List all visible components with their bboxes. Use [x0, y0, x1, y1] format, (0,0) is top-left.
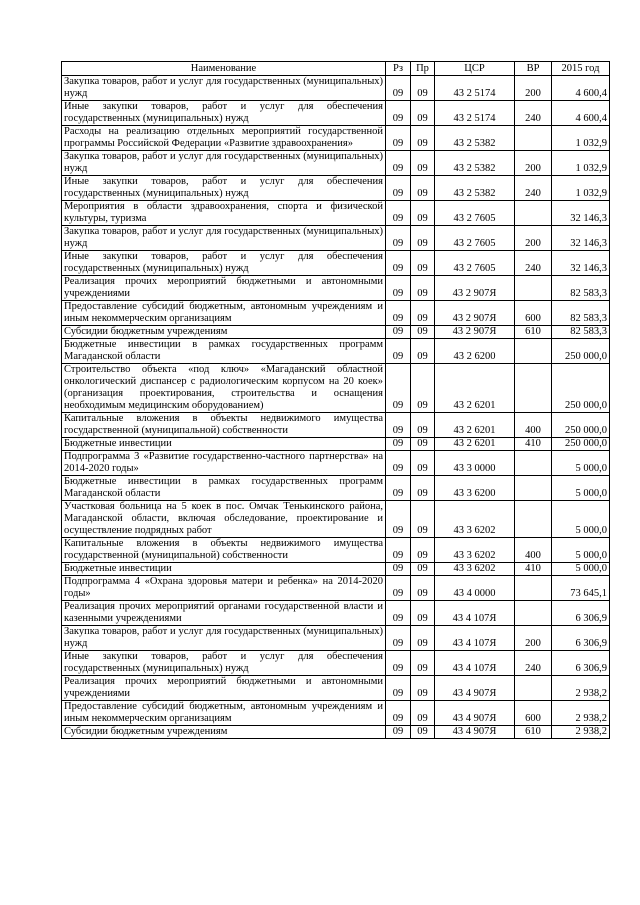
header-name: Наименование — [62, 62, 386, 76]
cell-csr: 43 2 5382 — [435, 151, 515, 176]
cell-pr: 09 — [411, 339, 435, 364]
cell-name: Закупка товаров, работ и услуг для государственных (муниципальных) нужд — [62, 151, 386, 176]
cell-vr — [515, 339, 552, 364]
cell-rz: 09 — [386, 276, 411, 301]
cell-vr — [515, 364, 552, 413]
table-row — [62, 326, 610, 339]
cell-name: Закупка товаров, работ и услуг для государственных (муниципальных) нужд — [62, 626, 386, 651]
cell-vr: 200 — [515, 626, 552, 651]
cell-sum: 32 146,3 — [552, 226, 610, 251]
cell-csr: 43 2 907Я — [435, 276, 515, 301]
table-body — [62, 76, 610, 739]
cell-sum: 250 000,0 — [552, 438, 610, 451]
cell-csr: 43 4 107Я — [435, 626, 515, 651]
cell-vr: 240 — [515, 651, 552, 676]
cell-csr: 43 4 907Я — [435, 676, 515, 701]
cell-name: Иные закупки товаров, работ и услуг для обеспечения государственных (муниципальных) нужд — [62, 651, 386, 676]
cell-name: Бюджетные инвестиции в рамках государственных программ Магаданской области — [62, 476, 386, 501]
cell-sum: 82 583,3 — [552, 276, 610, 301]
cell-pr: 09 — [411, 651, 435, 676]
cell-pr: 09 — [411, 563, 435, 576]
cell-pr: 09 — [411, 626, 435, 651]
cell-sum: 73 645,1 — [552, 576, 610, 601]
cell-pr: 09 — [411, 576, 435, 601]
cell-vr: 410 — [515, 438, 552, 451]
table-row — [62, 339, 610, 364]
table-row — [62, 538, 610, 563]
table-row — [62, 601, 610, 626]
cell-rz: 09 — [386, 601, 411, 626]
cell-vr: 200 — [515, 76, 552, 101]
cell-sum: 6 306,9 — [552, 651, 610, 676]
cell-vr — [515, 126, 552, 151]
cell-rz: 09 — [386, 326, 411, 339]
cell-rz: 09 — [386, 126, 411, 151]
cell-rz: 09 — [386, 201, 411, 226]
cell-vr: 400 — [515, 538, 552, 563]
table-row — [62, 176, 610, 201]
table-row — [62, 276, 610, 301]
table-row — [62, 701, 610, 726]
cell-sum: 4 600,4 — [552, 76, 610, 101]
cell-csr: 43 4 0000 — [435, 576, 515, 601]
cell-vr: 600 — [515, 301, 552, 326]
cell-pr: 09 — [411, 301, 435, 326]
cell-csr: 43 2 6201 — [435, 364, 515, 413]
cell-vr — [515, 451, 552, 476]
cell-pr: 09 — [411, 413, 435, 438]
cell-pr: 09 — [411, 151, 435, 176]
cell-vr — [515, 476, 552, 501]
cell-csr: 43 3 6202 — [435, 538, 515, 563]
cell-rz: 09 — [386, 438, 411, 451]
cell-sum: 2 938,2 — [552, 701, 610, 726]
budget-table — [61, 61, 610, 739]
table-row — [62, 501, 610, 538]
cell-name: Бюджетные инвестиции — [62, 563, 386, 576]
header-pr: Пр — [411, 62, 435, 76]
cell-pr: 09 — [411, 326, 435, 339]
cell-vr: 240 — [515, 176, 552, 201]
cell-pr: 09 — [411, 601, 435, 626]
cell-vr: 600 — [515, 701, 552, 726]
table-header — [62, 62, 610, 76]
cell-vr: 240 — [515, 251, 552, 276]
cell-pr: 09 — [411, 451, 435, 476]
cell-rz: 09 — [386, 226, 411, 251]
cell-name: Бюджетные инвестиции в рамках государственных программ Магаданской области — [62, 339, 386, 364]
cell-sum: 250 000,0 — [552, 413, 610, 438]
cell-name: Капитальные вложения в объекты недвижимого имущества государственной (муниципальной) собственности — [62, 538, 386, 563]
cell-rz: 09 — [386, 101, 411, 126]
table-row — [62, 476, 610, 501]
cell-csr: 43 2 907Я — [435, 301, 515, 326]
cell-name: Предоставление субсидий бюджетным, автономным учреждениям и иным некоммерческим организациям — [62, 701, 386, 726]
table-row — [62, 726, 610, 739]
cell-vr: 200 — [515, 226, 552, 251]
cell-name: Иные закупки товаров, работ и услуг для обеспечения государственных (муниципальных) нужд — [62, 101, 386, 126]
cell-csr: 43 2 5382 — [435, 176, 515, 201]
cell-name: Подпрограмма 4 «Охрана здоровья матери и ребенка» на 2014-2020 годы» — [62, 576, 386, 601]
cell-sum: 2 938,2 — [552, 726, 610, 739]
cell-sum: 5 000,0 — [552, 451, 610, 476]
cell-pr: 09 — [411, 676, 435, 701]
table-row — [62, 151, 610, 176]
cell-pr: 09 — [411, 101, 435, 126]
cell-pr: 09 — [411, 201, 435, 226]
cell-sum: 6 306,9 — [552, 626, 610, 651]
cell-sum: 6 306,9 — [552, 601, 610, 626]
table-row — [62, 576, 610, 601]
cell-vr: 400 — [515, 413, 552, 438]
cell-csr: 43 2 6200 — [435, 339, 515, 364]
cell-sum: 5 000,0 — [552, 563, 610, 576]
cell-name: Иные закупки товаров, работ и услуг для обеспечения государственных (муниципальных) нужд — [62, 176, 386, 201]
cell-pr: 09 — [411, 226, 435, 251]
cell-rz: 09 — [386, 76, 411, 101]
cell-sum: 2 938,2 — [552, 676, 610, 701]
cell-sum: 250 000,0 — [552, 339, 610, 364]
cell-vr — [515, 501, 552, 538]
cell-name: Закупка товаров, работ и услуг для государственных (муниципальных) нужд — [62, 226, 386, 251]
cell-sum: 82 583,3 — [552, 326, 610, 339]
cell-vr — [515, 576, 552, 601]
cell-vr: 240 — [515, 101, 552, 126]
cell-vr — [515, 201, 552, 226]
cell-sum: 82 583,3 — [552, 301, 610, 326]
cell-rz: 09 — [386, 501, 411, 538]
cell-rz: 09 — [386, 476, 411, 501]
cell-rz: 09 — [386, 301, 411, 326]
cell-vr: 610 — [515, 326, 552, 339]
cell-rz: 09 — [386, 651, 411, 676]
header-csr: ЦСР — [435, 62, 515, 76]
header-vr: ВР — [515, 62, 552, 76]
header-rz: Рз — [386, 62, 411, 76]
cell-csr: 43 4 907Я — [435, 726, 515, 739]
table-row — [62, 251, 610, 276]
table-row — [62, 626, 610, 651]
cell-rz: 09 — [386, 726, 411, 739]
cell-pr: 09 — [411, 726, 435, 739]
cell-csr: 43 3 6200 — [435, 476, 515, 501]
table-row — [62, 301, 610, 326]
cell-rz: 09 — [386, 251, 411, 276]
table-row — [62, 226, 610, 251]
cell-name: Предоставление субсидий бюджетным, автономным учреждениям и иным некоммерческим организациям — [62, 301, 386, 326]
cell-csr: 43 2 6201 — [435, 413, 515, 438]
cell-vr: 410 — [515, 563, 552, 576]
cell-rz: 09 — [386, 676, 411, 701]
cell-vr: 200 — [515, 151, 552, 176]
cell-csr: 43 2 5174 — [435, 101, 515, 126]
cell-name: Реализация прочих мероприятий бюджетными и автономными учреждениями — [62, 676, 386, 701]
cell-name: Реализация прочих мероприятий органами государственной власти и казенными учреждениями — [62, 601, 386, 626]
table-row — [62, 126, 610, 151]
cell-sum: 1 032,9 — [552, 176, 610, 201]
cell-csr: 43 2 7605 — [435, 201, 515, 226]
cell-name: Расходы на реализацию отдельных мероприятий государственной программы Российской Федерации «Развитие здравоохранения» — [62, 126, 386, 151]
table-row — [62, 563, 610, 576]
cell-rz: 09 — [386, 451, 411, 476]
cell-pr: 09 — [411, 538, 435, 563]
cell-sum: 32 146,3 — [552, 201, 610, 226]
cell-sum: 32 146,3 — [552, 251, 610, 276]
cell-sum: 1 032,9 — [552, 151, 610, 176]
cell-rz: 09 — [386, 538, 411, 563]
cell-name: Реализация прочих мероприятий бюджетными и автономными учреждениями — [62, 276, 386, 301]
cell-name: Субсидии бюджетным учреждениям — [62, 326, 386, 339]
table-row — [62, 676, 610, 701]
cell-rz: 09 — [386, 176, 411, 201]
cell-csr: 43 4 107Я — [435, 651, 515, 676]
cell-name: Мероприятия в области здравоохранения, спорта и физической культуры, туризма — [62, 201, 386, 226]
cell-csr: 43 3 6202 — [435, 501, 515, 538]
table-row — [62, 413, 610, 438]
cell-rz: 09 — [386, 413, 411, 438]
cell-csr: 43 3 6202 — [435, 563, 515, 576]
cell-csr: 43 4 107Я — [435, 601, 515, 626]
cell-pr: 09 — [411, 251, 435, 276]
cell-pr: 09 — [411, 501, 435, 538]
cell-pr: 09 — [411, 364, 435, 413]
cell-csr: 43 2 907Я — [435, 326, 515, 339]
table-row — [62, 364, 610, 413]
cell-rz: 09 — [386, 364, 411, 413]
cell-csr: 43 2 7605 — [435, 226, 515, 251]
cell-csr: 43 3 0000 — [435, 451, 515, 476]
cell-name: Участковая больница на 5 коек в пос. Омчак Тенькинского района, Магаданской области, включая обследование, проектирование и осуществление подрядных работ — [62, 501, 386, 538]
cell-pr: 09 — [411, 276, 435, 301]
cell-vr — [515, 601, 552, 626]
cell-name: Подпрограмма 3 «Развитие государственно-частного партнерства» на 2014-2020 годы» — [62, 451, 386, 476]
cell-sum: 250 000,0 — [552, 364, 610, 413]
cell-rz: 09 — [386, 339, 411, 364]
cell-rz: 09 — [386, 151, 411, 176]
cell-name: Субсидии бюджетным учреждениям — [62, 726, 386, 739]
header-row — [62, 62, 610, 76]
cell-name: Бюджетные инвестиции — [62, 438, 386, 451]
cell-name: Иные закупки товаров, работ и услуг для обеспечения государственных (муниципальных) нужд — [62, 251, 386, 276]
cell-pr: 09 — [411, 76, 435, 101]
cell-sum: 5 000,0 — [552, 476, 610, 501]
cell-sum: 5 000,0 — [552, 501, 610, 538]
cell-rz: 09 — [386, 563, 411, 576]
cell-csr: 43 4 907Я — [435, 701, 515, 726]
cell-pr: 09 — [411, 438, 435, 451]
table-row — [62, 451, 610, 476]
table-row — [62, 201, 610, 226]
cell-csr: 43 2 5174 — [435, 76, 515, 101]
cell-rz: 09 — [386, 701, 411, 726]
cell-sum: 5 000,0 — [552, 538, 610, 563]
cell-sum: 4 600,4 — [552, 101, 610, 126]
table-row — [62, 76, 610, 101]
cell-csr: 43 2 7605 — [435, 251, 515, 276]
cell-pr: 09 — [411, 176, 435, 201]
cell-name: Закупка товаров, работ и услуг для государственных (муниципальных) нужд — [62, 76, 386, 101]
cell-name: Строительство объекта «под ключ» «Магаданский областной онкологический диспансер с радиологическим корпусом на 20 коек» (организация проектирования, строительства и оснащения необходимым медицинским оборудованием) — [62, 364, 386, 413]
cell-sum: 1 032,9 — [552, 126, 610, 151]
cell-vr — [515, 276, 552, 301]
cell-rz: 09 — [386, 576, 411, 601]
cell-csr: 43 2 5382 — [435, 126, 515, 151]
table-row — [62, 101, 610, 126]
cell-pr: 09 — [411, 476, 435, 501]
cell-rz: 09 — [386, 626, 411, 651]
table-row — [62, 438, 610, 451]
cell-pr: 09 — [411, 126, 435, 151]
table-row — [62, 651, 610, 676]
header-sum: 2015 год — [552, 62, 610, 76]
cell-csr: 43 2 6201 — [435, 438, 515, 451]
cell-vr: 610 — [515, 726, 552, 739]
cell-vr — [515, 676, 552, 701]
cell-pr: 09 — [411, 701, 435, 726]
cell-name: Капитальные вложения в объекты недвижимого имущества государственной (муниципальной) собственности — [62, 413, 386, 438]
